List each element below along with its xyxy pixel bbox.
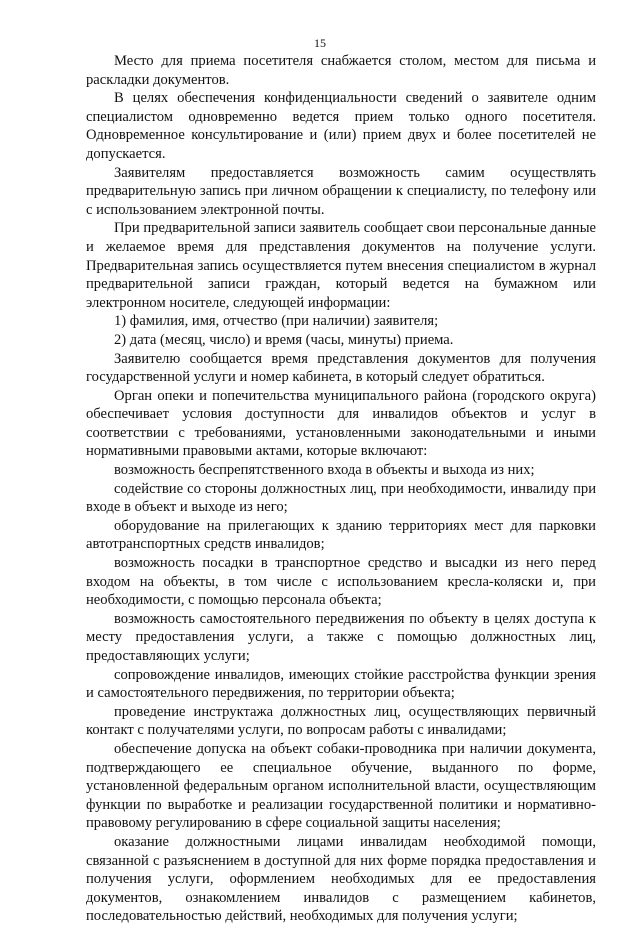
paragraph: Заявителям предоставляется возможность самим осуществлять предварительную запись при личном обращении к специалисту, по телефону или с использованием электронной почты. xyxy=(86,164,596,218)
list-item: возможность беспрепятственного входа в объекты и выхода из них; xyxy=(114,462,535,479)
list-item: 2) дата (месяц, число) и время (часы, минуты) приема. xyxy=(114,331,454,348)
list-item: оказание должностными лицами инвалидам необходимой помощи, связанной с разъяснением в доступной для них форме порядка предоставления и получения услуги, оформлением необходимых для ее предоставления документов, ознакомлением инвалидов с размещением кабинетов, последовательностью действий, необходимых для получения услуги; xyxy=(86,833,596,925)
list-item: оборудование на прилегающих к зданию территориях мест для парковки автотранспортных средств инвалидов; xyxy=(86,517,596,553)
paragraph: Заявителю сообщается время представления документов для получения государственной услуги и номер кабинета, в который следует обратиться. xyxy=(86,350,596,386)
list-item: 1) фамилия, имя, отчество (при наличии) заявителя; xyxy=(114,313,439,330)
list-item: возможность посадки в транспортное средство и высадки из него перед входом на объекты, в том числе с использованием кресла-коляски и, при необходимости, с помощью персонала объекта; xyxy=(86,555,596,609)
document-body xyxy=(86,52,596,926)
paragraph: Место для приема посетителя снабжается столом, местом для письма и раскладки документов. xyxy=(86,53,596,88)
list-item: содействие со стороны должностных лиц, при необходимости, инвалиду при входе в объект и выходе из него; xyxy=(86,480,596,516)
list-item: возможность самостоятельного передвижения по объекту в целях доступа к месту предоставления услуги, а также с помощью должностных лиц, предоставляющих услуги; xyxy=(86,610,596,664)
list-item: сопровождение инвалидов, имеющих стойкие расстройства функции зрения и самостоятельного передвижения, по территории объекта; xyxy=(86,666,596,702)
paragraph: В целях обеспечения конфиденциальности сведений о заявителе одним специалистом одновременно ведется прием только одного посетителя. Одновременное консультирование и (или) прием двух и более посетителей не допускается. xyxy=(86,90,596,162)
list-item: обеспечение допуска на объект собаки-проводника при наличии документа, подтверждающего ее специальное обучение, выданного по форме, установленной федеральным органом исполнительной власти, осуществляющим функции по выработке и реализации государственной политики и нормативно-правовому регулированию в сфере социальной защиты населения; xyxy=(86,740,596,832)
list-item: проведение инструктажа должностных лиц, осуществляющих первичный контакт с получателями услуги, по вопросам работы с инвалидами; xyxy=(86,703,596,739)
paragraph: Орган опеки и попечительства муниципального района (городского округа) обеспечивает условия доступности для инвалидов объектов и услуг в соответствии с требованиями, установленными законодательными и иными нормативными правовыми актами, которые включают: xyxy=(86,387,596,460)
page-number: 15 xyxy=(314,36,326,50)
paragraph: При предварительной записи заявитель сообщает свои персональные данные и желаемое время для представления документов на получение услуги. Предварительная запись осуществляется путем внесения специалистом в журнал предварительной записи граждан, который ведется на бумажном или электронном носителе, следующей информации: xyxy=(86,220,596,311)
